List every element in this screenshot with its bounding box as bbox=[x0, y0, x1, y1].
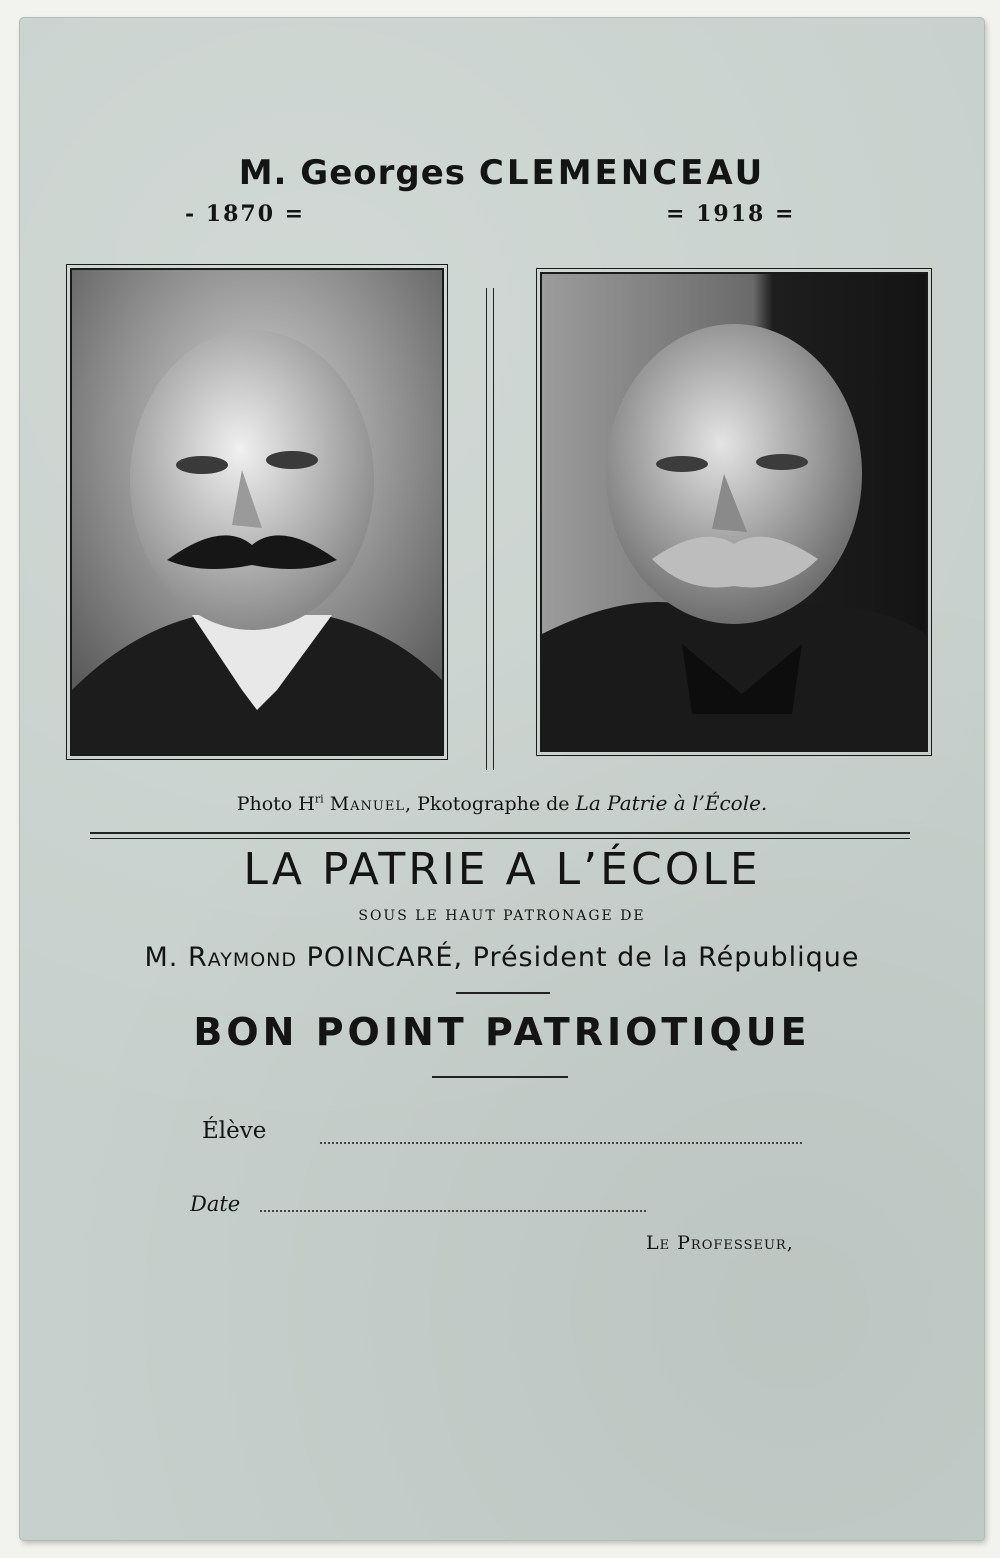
patronage-line: SOUS LE HAUT PATRONAGE DE bbox=[358, 908, 646, 924]
eleve-label: Élève bbox=[202, 1118, 267, 1144]
year-left: - 1870 = bbox=[185, 201, 306, 227]
portrait-photo-1918 bbox=[540, 272, 928, 752]
title-prefix: M. Georges bbox=[238, 153, 467, 193]
president-first-name: Raymond bbox=[187, 942, 298, 973]
president-suffix: , Président de la République bbox=[453, 942, 860, 973]
portrait-1918-icon bbox=[542, 274, 926, 750]
bon-point-heading: BON POINT PATRIOTIQUE bbox=[193, 1010, 811, 1054]
credit-superscript: ri bbox=[314, 792, 324, 806]
professeur-label: Le Professeur, bbox=[646, 1232, 794, 1254]
bon-point-card bbox=[20, 18, 984, 1540]
column-divider bbox=[486, 288, 494, 770]
page-title bbox=[20, 153, 984, 193]
date-field[interactable] bbox=[260, 1210, 646, 1212]
credit-middle: , Pkotographe de bbox=[404, 793, 576, 815]
photo-credit bbox=[20, 791, 984, 815]
main-heading: LA PATRIE A L’ÉCOLE bbox=[243, 844, 761, 895]
portrait-1870-icon bbox=[72, 270, 442, 754]
president-surname: POINCARÉ bbox=[306, 942, 454, 973]
divider-rule-2 bbox=[432, 1076, 568, 1078]
portrait-photo-1870 bbox=[70, 268, 444, 756]
credit-publication: La Patrie à l’École. bbox=[575, 791, 768, 815]
title-surname: CLEMENCEAU bbox=[478, 153, 766, 193]
double-rule bbox=[90, 832, 910, 839]
year-right: = 1918 = bbox=[666, 201, 796, 227]
date-label: Date bbox=[190, 1192, 241, 1216]
credit-prefix: Photo H bbox=[236, 793, 315, 815]
eleve-field[interactable] bbox=[320, 1142, 802, 1144]
president-line bbox=[20, 942, 984, 973]
president-prefix: M. bbox=[144, 942, 179, 973]
divider-rule-1 bbox=[456, 992, 550, 994]
credit-photographer: Manuel bbox=[329, 793, 405, 815]
